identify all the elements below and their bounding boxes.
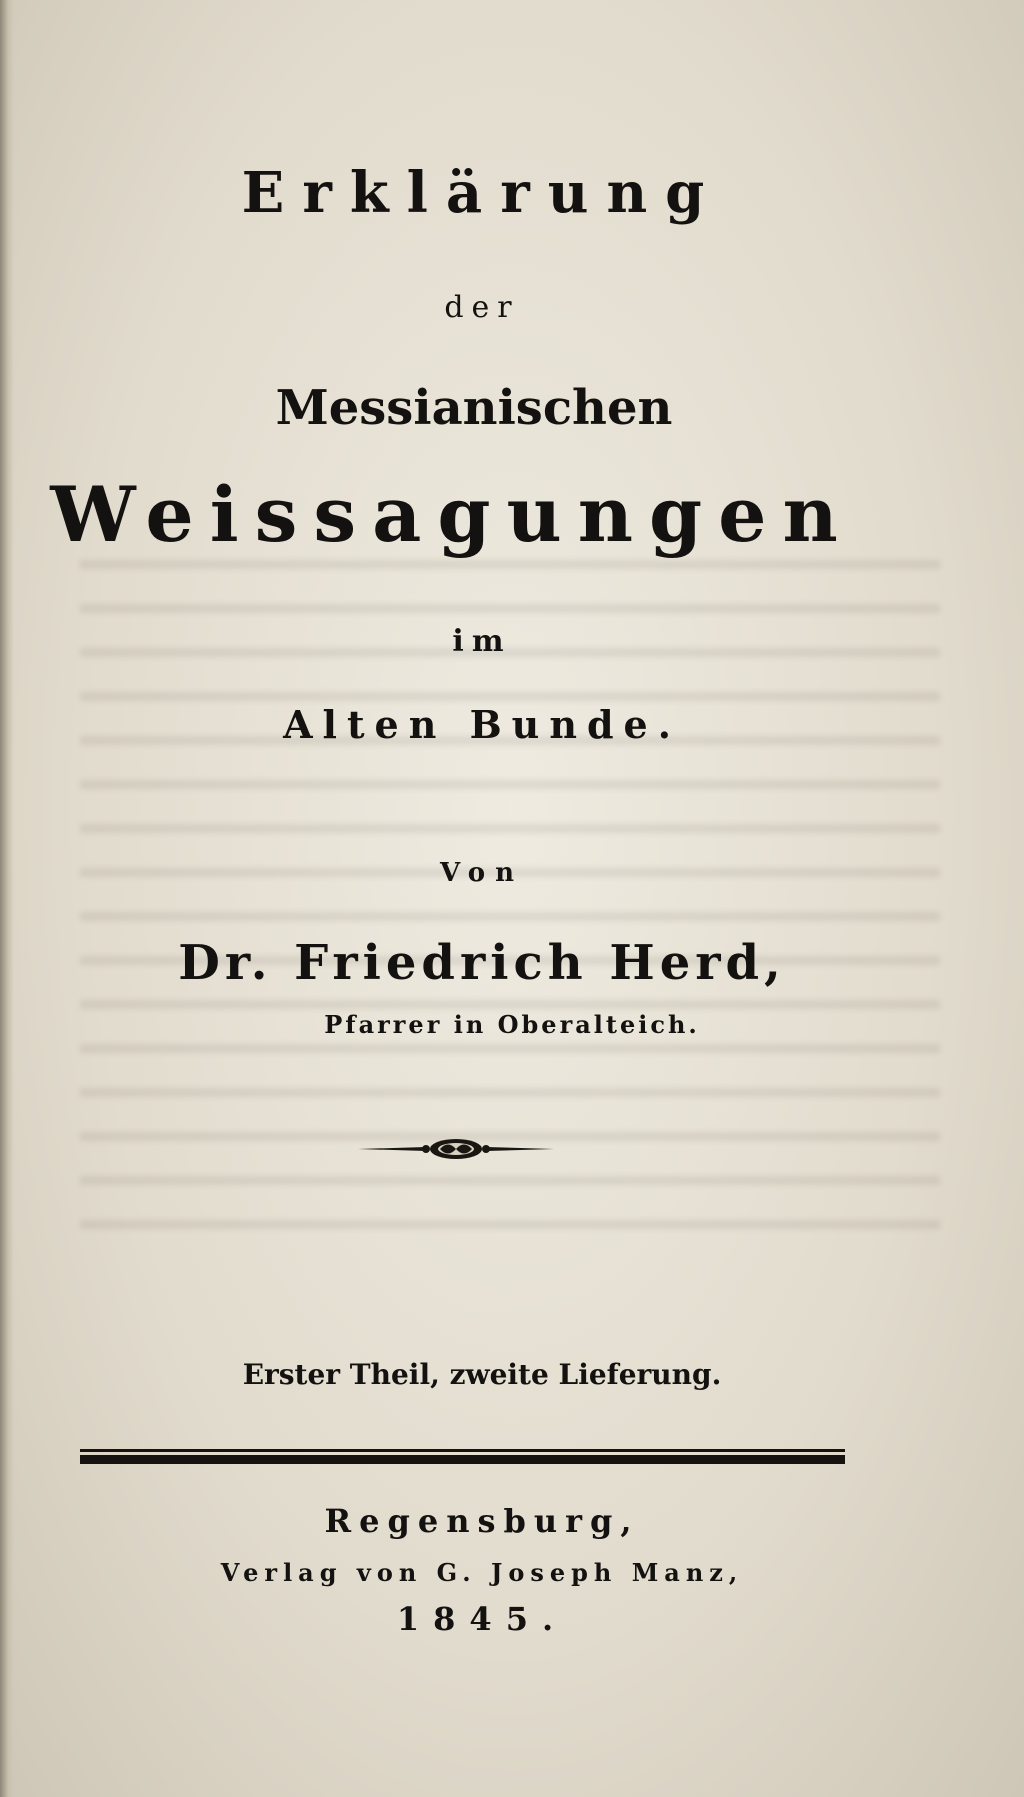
- by-label: Von: [439, 858, 525, 888]
- title-line-weissagungen: Weissagungen: [50, 470, 854, 559]
- publisher: Verlag von G. Joseph Manz,: [220, 1558, 744, 1587]
- author-name: Dr. Friedrich Herd,: [178, 935, 786, 991]
- part-info: Erster Theil, zweite Lieferung.: [242, 1358, 722, 1391]
- title-line-alten-bunde: Alten Bunde.: [283, 702, 681, 747]
- title-line-erklarung: Erklärung: [241, 160, 723, 226]
- title-line-der: der: [444, 290, 520, 325]
- title-line-im: im: [452, 624, 512, 659]
- publication-place: Regensburg,: [324, 1502, 640, 1540]
- double-rule-divider: [80, 1448, 845, 1466]
- decorative-ornament: [356, 1134, 556, 1164]
- author-position: Pfarrer in Oberalteich.: [324, 1010, 700, 1039]
- publication-year: 1845.: [396, 1600, 568, 1638]
- title-line-messianischen: Messianischen: [275, 380, 673, 436]
